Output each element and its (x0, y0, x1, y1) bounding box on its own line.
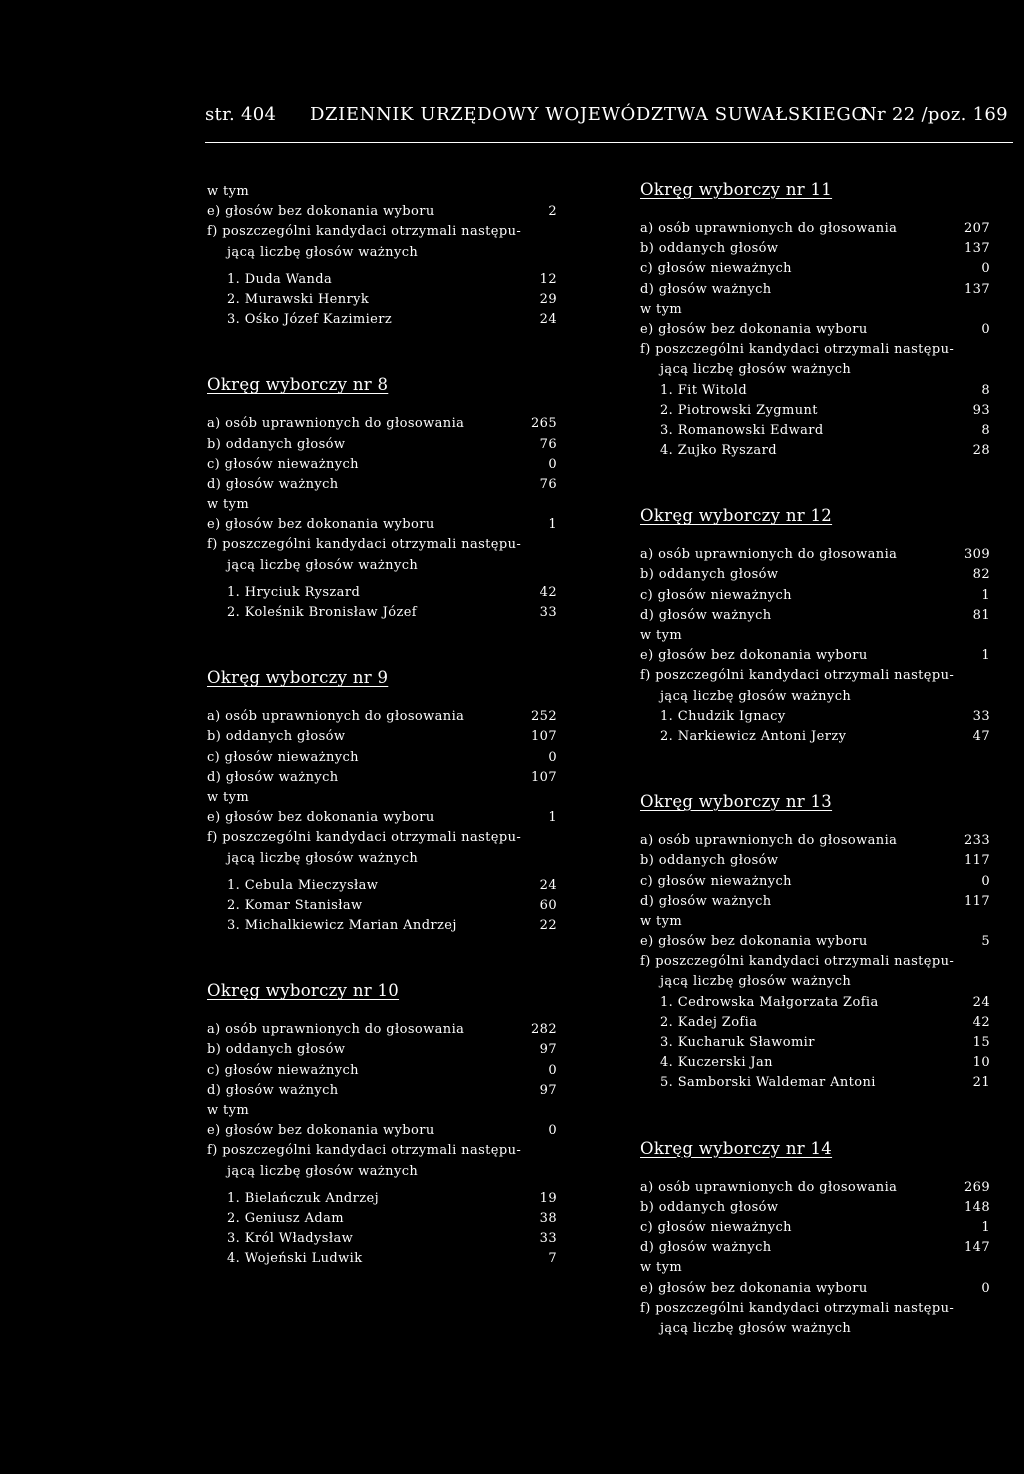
d-label: d) głosów ważnych (207, 1082, 339, 1098)
a-value: 282 (530, 1022, 557, 1038)
candidate-name: 4. Wojeński Ludwik (227, 1251, 363, 1267)
candidate-row (207, 876, 557, 896)
candidate-row (640, 401, 990, 421)
e-value: 0 (981, 1280, 990, 1296)
candidate-votes: 47 (972, 728, 990, 744)
w-tym-line (207, 1101, 557, 1121)
candidate-votes: 29 (539, 291, 557, 307)
candidate-row (207, 896, 557, 916)
c-line (207, 748, 557, 768)
candidate-name: 2. Piotrowski Zygmunt (660, 402, 818, 418)
candidate-row (640, 421, 990, 441)
e-value: 1 (981, 648, 990, 664)
e-value: 1 (548, 517, 557, 533)
b-value: 137 (963, 241, 990, 257)
candidate-votes: 10 (972, 1055, 990, 1071)
header-rule (205, 142, 1013, 143)
candidate-name: 3. Ośko Józef Kazimierz (227, 312, 393, 328)
c-value: 0 (548, 749, 557, 765)
f-label-2: jącą liczbę głosów ważnych (660, 362, 852, 378)
c-value: 0 (548, 1062, 557, 1078)
f-line-1 (640, 1299, 990, 1319)
f-label-2: jącą liczbę głosów ważnych (660, 688, 852, 704)
c-value: 1 (981, 1219, 990, 1235)
a-label: a) osób uprawnionych do głosowania (640, 1179, 898, 1195)
a-label: a) osób uprawnionych do głosowania (640, 221, 898, 236)
left-column (207, 182, 557, 1270)
candidate-name: 1. Bielańczuk Andrzej (227, 1190, 380, 1206)
candidate-votes: 8 (981, 382, 990, 398)
f-label-2: jącą liczbę głosów ważnych (227, 850, 419, 866)
candidate-votes: 21 (972, 1075, 990, 1091)
candidate-row (207, 916, 557, 936)
w-tym-label: w tym (207, 184, 250, 199)
f-label-1: f) poszczególni kandydaci otrzymali następu- (640, 1300, 955, 1316)
a-value: 252 (530, 709, 557, 725)
a-label: a) osób uprawnionych do głosowania (207, 416, 465, 432)
c-label: c) głosów nieważnych (640, 873, 792, 889)
b-label: b) oddanych głosów (207, 1042, 346, 1058)
candidate-name: 3. Król Władysław (227, 1231, 354, 1247)
candidate-name: 1. Chudzik Ignacy (660, 708, 786, 724)
b-label: b) oddanych głosów (207, 729, 346, 745)
candidate-votes: 42 (972, 1014, 990, 1030)
f-label-1: f) poszczególni kandydaci otrzymali następu- (207, 224, 522, 240)
e-value: 0 (548, 1123, 557, 1139)
candidate-row (640, 1033, 990, 1053)
w-tym-label: w tym (640, 913, 683, 929)
d-value: 147 (963, 1240, 990, 1256)
f-label-2: jącą liczbę głosów ważnych (660, 1320, 852, 1336)
a-line (640, 831, 990, 851)
c-line (640, 586, 990, 606)
f-line-1 (207, 535, 557, 555)
e-label: e) głosów bez dokonania wyboru (207, 204, 435, 220)
d-label: d) głosów ważnych (640, 607, 772, 623)
d-line (207, 1081, 557, 1101)
w-tym-label: w tym (207, 497, 250, 513)
b-line (640, 1198, 990, 1218)
candidate-votes: 8 (981, 422, 990, 438)
f-line-2 (207, 556, 557, 576)
d-label: d) głosów ważnych (640, 1240, 772, 1256)
w-tym-label: w tym (640, 1260, 683, 1276)
candidate-row (207, 290, 557, 310)
c-value: 0 (548, 456, 557, 472)
candidate-votes: 12 (539, 271, 557, 287)
d-label: d) głosów ważnych (640, 893, 772, 909)
e-line (207, 202, 557, 222)
candidate-name: 1. Fit Witold (660, 382, 748, 398)
district-title: Okręg wyborczy nr 11 (640, 180, 833, 199)
b-label: b) oddanych głosów (640, 1199, 779, 1215)
w-tym-line (207, 788, 557, 808)
e-line (640, 320, 990, 340)
w-tym-line (640, 626, 990, 646)
issue-number: Nr 22 /poz. 169 (861, 104, 1008, 125)
b-label: b) oddanych głosów (640, 853, 779, 869)
d-line (640, 280, 990, 300)
d-value: 117 (963, 893, 990, 909)
a-value: 269 (963, 1179, 990, 1195)
c-value: 0 (981, 261, 990, 277)
candidate-name: 5. Samborski Waldemar Antoni (660, 1075, 876, 1091)
candidate-name: 2. Kadej Zofia (660, 1014, 758, 1030)
b-line (207, 435, 557, 455)
d-line (207, 475, 557, 495)
candidate-row (207, 1249, 557, 1269)
candidate-row (207, 583, 557, 603)
candidate-votes: 42 (539, 584, 557, 600)
a-value: 207 (963, 221, 990, 236)
c-value: 1 (981, 587, 990, 603)
e-label: e) głosów bez dokonania wyboru (640, 648, 868, 664)
c-line (640, 259, 990, 279)
candidate-name: 2. Murawski Henryk (227, 291, 370, 307)
candidate-votes: 33 (539, 1231, 557, 1247)
a-line (640, 1178, 990, 1198)
d-label: d) głosów ważnych (207, 769, 339, 785)
district-title: Okręg wyborczy nr 12 (640, 506, 833, 526)
candidate-name: 1. Duda Wanda (227, 271, 333, 287)
f-line-1 (207, 222, 557, 242)
a-value: 265 (530, 416, 557, 432)
e-label: e) głosów bez dokonania wyboru (207, 517, 435, 533)
b-line (640, 239, 990, 259)
candidate-name: 4. Zujko Ryszard (660, 443, 777, 459)
d-value: 137 (963, 281, 990, 297)
e-line (207, 515, 557, 535)
candidate-name: 3. Kucharuk Sławomir (660, 1035, 815, 1050)
c-label: c) głosów nieważnych (207, 749, 359, 765)
e-line (207, 1121, 557, 1141)
e-line (640, 932, 990, 952)
w-tym-label: w tym (640, 301, 683, 317)
f-label-1: f) poszczególni kandydaci otrzymali następu- (640, 342, 955, 358)
b-line (207, 1040, 557, 1060)
w-tym-line (207, 495, 557, 515)
candidate-row (640, 727, 990, 747)
b-label: b) oddanych głosów (207, 436, 346, 452)
c-line (207, 455, 557, 475)
w-tym-label: w tym (640, 628, 683, 643)
f-line-1 (640, 340, 990, 360)
candidate-votes: 24 (539, 312, 557, 328)
e-line (640, 1279, 990, 1299)
e-value: 2 (548, 204, 557, 220)
w-tym-line (640, 1258, 990, 1278)
w-tym-line (207, 182, 557, 202)
candidate-votes: 28 (972, 443, 990, 459)
district-title: Okręg wyborczy nr 13 (640, 792, 833, 812)
f-line-1 (207, 828, 557, 848)
b-label: b) oddanych głosów (640, 567, 779, 583)
w-tym-label: w tym (207, 789, 250, 805)
c-line (640, 872, 990, 892)
f-line-1 (640, 666, 990, 686)
candidate-name: 2. Narkiewicz Antoni Jerzy (660, 728, 847, 744)
candidate-row (207, 1189, 557, 1209)
b-line (640, 565, 990, 585)
candidate-votes: 60 (539, 897, 557, 913)
b-line (640, 851, 990, 871)
candidate-name: 2. Koleśnik Bronisław Józef (227, 605, 418, 620)
a-label: a) osób uprawnionych do głosowania (640, 833, 898, 849)
f-label-2: jącą liczbę głosów ważnych (660, 974, 852, 990)
candidate-votes: 38 (539, 1210, 557, 1226)
a-value: 309 (963, 547, 990, 563)
district-title: Okręg wyborczy nr 8 (207, 375, 389, 395)
page-number: str. 404 (205, 104, 277, 125)
b-line (207, 727, 557, 747)
a-line (207, 414, 557, 434)
e-label: e) głosów bez dokonania wyboru (640, 1280, 868, 1296)
candidate-row (640, 993, 990, 1013)
f-label-1: f) poszczególni kandydaci otrzymali następu- (207, 1143, 522, 1159)
candidate-name: 2. Geniusz Adam (227, 1210, 344, 1226)
candidate-votes: 93 (972, 402, 990, 418)
candidate-name: 1. Hryciuk Ryszard (227, 584, 361, 600)
b-value: 76 (539, 436, 557, 452)
f-line-2 (640, 360, 990, 380)
c-line (640, 1218, 990, 1238)
candidate-row (207, 603, 557, 623)
candidate-name: 4. Kuczerski Jan (660, 1055, 773, 1071)
c-label: c) głosów nieważnych (640, 261, 792, 277)
f-label-1: f) poszczególni kandydaci otrzymali następu- (640, 954, 955, 970)
candidate-row (207, 270, 557, 290)
w-tym-line (640, 300, 990, 320)
d-value: 97 (539, 1082, 557, 1098)
f-label-1: f) poszczególni kandydaci otrzymali następu- (207, 537, 522, 553)
d-value: 76 (539, 476, 557, 492)
f-label-1: f) poszczególni kandydaci otrzymali następu- (640, 668, 955, 684)
e-value: 0 (981, 321, 990, 337)
d-label: d) głosów ważnych (640, 281, 772, 297)
b-value: 117 (963, 853, 990, 869)
candidate-name: 3. Romanowski Edward (660, 422, 824, 438)
a-line (207, 707, 557, 727)
candidate-votes: 33 (972, 708, 990, 724)
right-column (640, 175, 990, 1339)
candidate-votes: 24 (539, 877, 557, 893)
candidate-name: 1. Cedrowska Małgorzata Zofia (660, 994, 879, 1010)
e-label: e) głosów bez dokonania wyboru (640, 934, 868, 950)
e-label: e) głosów bez dokonania wyboru (207, 1123, 435, 1139)
e-label: e) głosów bez dokonania wyboru (640, 321, 868, 337)
f-line-2 (207, 1162, 557, 1182)
d-value: 107 (530, 769, 557, 785)
candidate-name: 3. Michalkiewicz Marian Andrzej (227, 918, 457, 934)
candidate-row (640, 1053, 990, 1073)
w-tym-line (640, 912, 990, 932)
candidate-votes: 22 (539, 918, 557, 934)
e-value: 1 (548, 810, 557, 826)
d-line (207, 768, 557, 788)
f-line-2 (640, 687, 990, 707)
a-value: 233 (963, 833, 990, 849)
f-line-2 (207, 849, 557, 869)
w-tym-label: w tym (207, 1103, 250, 1118)
d-value: 81 (972, 607, 990, 623)
c-label: c) głosów nieważnych (640, 1219, 792, 1235)
f-label-2: jącą liczbę głosów ważnych (227, 244, 419, 260)
district-title: Okręg wyborczy nr 9 (207, 668, 389, 688)
candidate-row (207, 1209, 557, 1229)
candidate-row (207, 1229, 557, 1249)
candidate-row (207, 310, 557, 330)
candidate-votes: 15 (972, 1035, 990, 1050)
f-line-1 (640, 952, 990, 972)
f-label-1: f) poszczególni kandydaci otrzymali następu- (207, 830, 522, 846)
candidate-row (640, 1013, 990, 1033)
e-label: e) głosów bez dokonania wyboru (207, 810, 435, 826)
a-label: a) osób uprawnionych do głosowania (207, 709, 465, 725)
d-label: d) głosów ważnych (207, 476, 339, 492)
f-line-2 (207, 243, 557, 263)
c-line (207, 1061, 557, 1081)
b-value: 107 (530, 729, 557, 745)
candidate-votes: 24 (972, 994, 990, 1010)
f-label-2: jącą liczbę głosów ważnych (227, 1163, 419, 1179)
f-line-2 (640, 1319, 990, 1339)
c-label: c) głosów nieważnych (640, 587, 792, 603)
c-label: c) głosów nieważnych (207, 1062, 359, 1078)
b-label: b) oddanych głosów (640, 241, 779, 257)
a-line (640, 219, 990, 239)
b-value: 97 (539, 1042, 557, 1058)
candidate-row (640, 441, 990, 461)
a-label: a) osób uprawnionych do głosowania (640, 547, 898, 563)
candidate-votes: 7 (548, 1251, 557, 1267)
e-line (640, 646, 990, 666)
c-label: c) głosów nieważnych (207, 456, 359, 472)
f-line-2 (640, 972, 990, 992)
d-line (640, 606, 990, 626)
a-line (207, 1020, 557, 1040)
a-label: a) osób uprawnionych do głosowania (207, 1022, 465, 1038)
journal-title: DZIENNIK URZĘDOWY WOJEWÓDZTWA SUWAŁSKIEGO (310, 104, 867, 125)
b-value: 148 (963, 1199, 990, 1215)
d-line (640, 892, 990, 912)
candidate-name: 1. Cebula Mieczysław (227, 877, 379, 893)
candidate-name: 2. Komar Stanisław (227, 897, 363, 913)
d-line (640, 1238, 990, 1258)
candidate-votes: 19 (539, 1190, 557, 1206)
b-value: 82 (972, 567, 990, 583)
candidate-votes: 33 (539, 605, 557, 620)
page-header (205, 104, 1015, 130)
e-value: 5 (981, 934, 990, 950)
f-line-1 (207, 1141, 557, 1161)
c-value: 0 (981, 873, 990, 889)
district-title: Okręg wyborczy nr 10 (207, 981, 400, 1001)
candidate-row (640, 381, 990, 401)
f-label-2: jącą liczbę głosów ważnych (227, 557, 419, 573)
district-title: Okręg wyborczy nr 14 (640, 1138, 833, 1158)
candidate-row (640, 1073, 990, 1093)
e-line (207, 808, 557, 828)
candidate-row (640, 707, 990, 727)
a-line (640, 545, 990, 565)
